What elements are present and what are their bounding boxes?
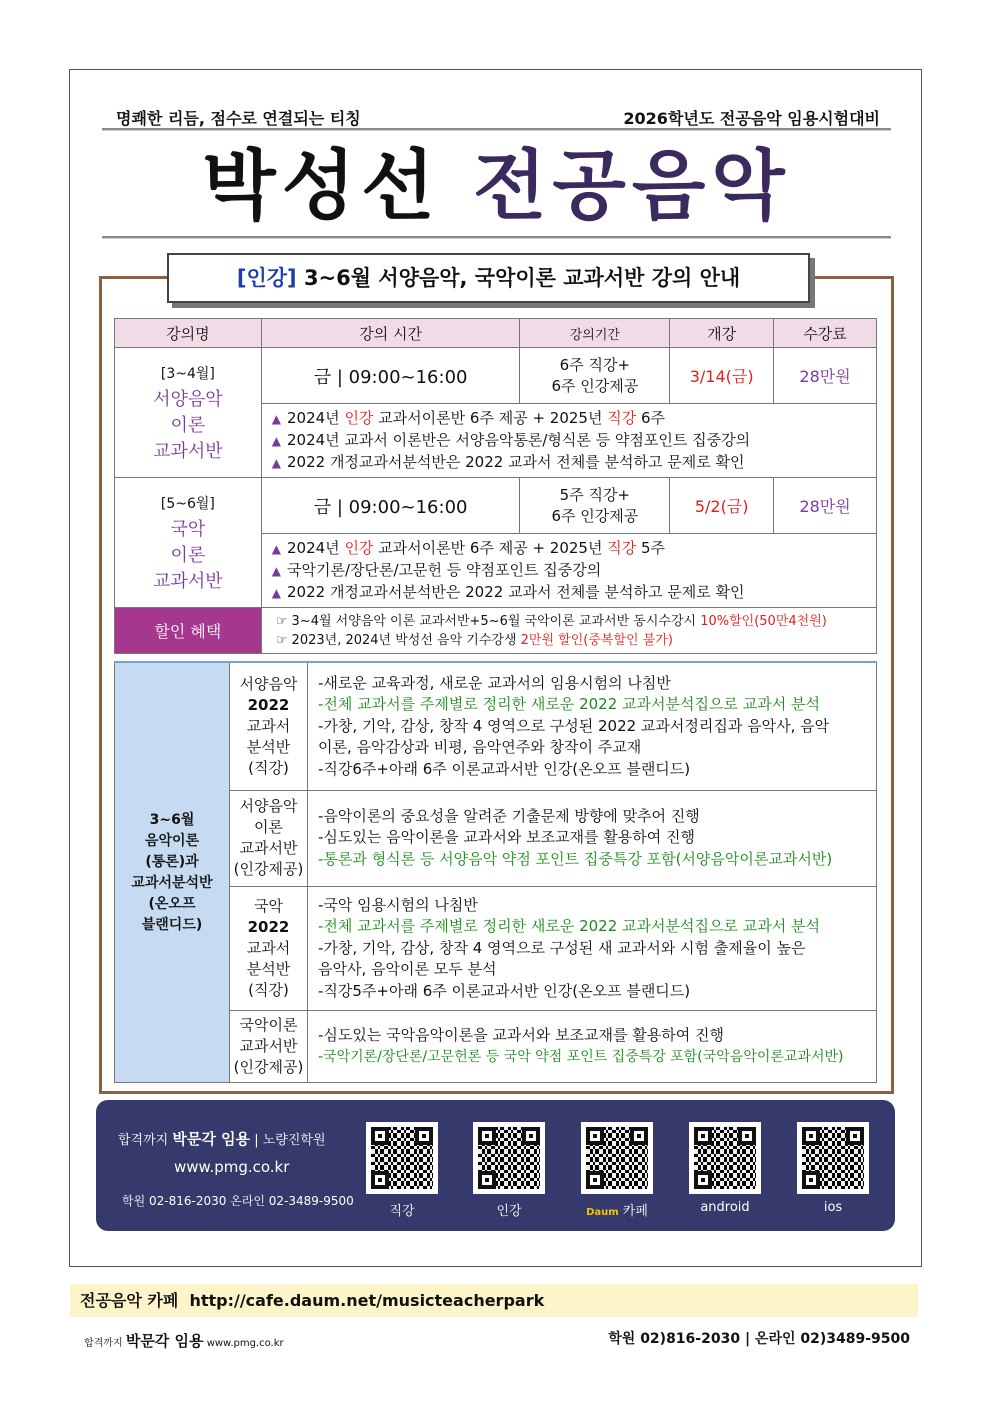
sub-line: 국악이론 — [239, 1016, 298, 1034]
program-sub-label — [230, 1011, 308, 1083]
discount-row — [115, 608, 877, 654]
qr-label: ios — [823, 1200, 843, 1215]
desc-line: -가창, 기악, 감상, 창작 4 영역으로 구성된 2022 교과서정리집과 음악사, 음악 — [318, 716, 830, 735]
banner — [167, 253, 810, 303]
term-line: 6주 인강제공 — [551, 506, 639, 525]
sub-line: 2022 — [247, 695, 290, 714]
course-notes — [261, 534, 876, 608]
qr-code-icon[interactable] — [473, 1122, 545, 1194]
course-fee: 28만원 — [774, 348, 877, 404]
course-name-line: 서양음악 — [153, 388, 223, 410]
bottom-logo — [84, 1330, 284, 1351]
term-line: 6주 직강+ — [559, 355, 631, 374]
side-line: 음악이론 — [144, 832, 200, 849]
sub-line: 교과서반 — [239, 1037, 298, 1055]
sub-line: 서양음악 — [239, 797, 298, 815]
desc-line: -심도있는 음악이론을 교과서와 보조교재를 활용하여 진행 — [318, 828, 696, 847]
header-fee: 수강료 — [774, 319, 877, 348]
program-side-label — [115, 662, 230, 1083]
bottom-url[interactable]: www.pmg.co.kr — [206, 1338, 284, 1349]
discount-line — [276, 631, 876, 650]
program-description — [308, 886, 877, 1011]
bottom-prefix: 합격까지 — [84, 1338, 123, 1349]
desc-line: -새로운 교육과정, 새로운 교과서의 임용시험의 나침반 — [318, 673, 671, 692]
program-row — [115, 1011, 877, 1083]
discount-details — [261, 608, 876, 654]
page-title — [102, 140, 891, 232]
qr-code-icon[interactable] — [366, 1122, 438, 1194]
exam-label: 2026학년도 전공음악 임용시험대비 — [623, 109, 880, 128]
term-line: 6주 인강제공 — [551, 376, 639, 395]
desc-line: 음악사, 음악이론 모두 분석 — [318, 960, 497, 978]
triangle-icon: ▲ — [271, 564, 281, 578]
qr-label: android — [700, 1200, 750, 1215]
sub-line: (직강) — [248, 980, 289, 999]
program-sub-label — [230, 886, 308, 1011]
cafe-url[interactable]: http://cafe.daum.net/musicteacherpark — [189, 1291, 545, 1310]
course-name — [115, 478, 262, 608]
program-description — [308, 1011, 877, 1083]
desc-line-highlight: -전체 교과서를 주제별로 정리한 새로운 2022 교과서분석집으로 교과서 분석 — [318, 695, 820, 713]
desc-line: -음악이론의 중요성을 알려준 기출문제 방향에 맞추어 진행 — [318, 806, 700, 825]
course-name-line: 국악 — [170, 518, 206, 540]
side-line: 3~6월 — [149, 811, 195, 828]
term-line: 5주 직강+ — [559, 485, 631, 504]
note-text: 교과서이론반 6주 제공 + 2025년 — [373, 409, 608, 427]
course-name-line: 이론 — [170, 544, 206, 566]
course-period: [5~6월] — [160, 495, 215, 512]
course-time: 금 | 09:00~16:00 — [261, 348, 520, 404]
footer-brand — [118, 1128, 326, 1149]
top-rule — [102, 128, 891, 131]
cafe-label: 전공음악 카페 — [80, 1291, 179, 1310]
sub-line: (인강제공) — [233, 860, 304, 878]
sub-line: 서양음악 — [239, 674, 298, 693]
sub-line: 교과서 — [246, 716, 291, 735]
desc-line: -가창, 기악, 감상, 창작 4 영역으로 구성된 새 교과서와 시험 출제율이 높은 — [318, 938, 806, 957]
note-text: 2022 개정교과서분석반은 2022 교과서 전체를 분석하고 문제로 확인 — [287, 453, 745, 471]
side-line: (통론)과 — [145, 853, 199, 870]
side-line: 교과서분석반 — [131, 874, 213, 891]
note-text: 2022 개정교과서분석반은 2022 교과서 전체를 분석하고 문제로 확인 — [287, 583, 745, 601]
cafe-bar — [70, 1284, 918, 1317]
course-row — [115, 348, 877, 404]
slogan: 명쾌한 리듬, 점수로 연결되는 티칭 — [116, 109, 361, 128]
title-rule — [102, 236, 891, 239]
desc-line-highlight: -통론과 형식론 등 서양음악 약점 포인트 집중특강 포함(서양음악이론교과서반) — [318, 849, 833, 868]
course-notes — [261, 404, 876, 478]
daum-logo: Daum — [586, 1207, 619, 1218]
note-highlight: 인강 — [344, 539, 374, 557]
desc-line: -심도있는 국악음악이론을 교과서와 보조교재를 활용하여 진행 — [318, 1026, 724, 1044]
course-term — [520, 478, 670, 534]
note-line — [272, 408, 876, 430]
qr-label: 직강 — [389, 1204, 415, 1219]
note-text: 5주 — [636, 539, 666, 557]
discount-text: ☞ 3~4월 서양음악 이론 교과서반+5~6월 국악이론 교과서반 동시수강시 — [275, 613, 701, 629]
desc-line-highlight: -전체 교과서를 주제별로 정리한 새로운 2022 교과서분석집으로 교과서 분석 — [318, 917, 820, 935]
sub-line: 2022 — [247, 917, 290, 936]
title-subject: 전공음악 — [473, 141, 791, 230]
course-name-line: 이론 — [170, 414, 206, 436]
triangle-icon: ▲ — [271, 434, 281, 448]
course-time: 금 | 09:00~16:00 — [261, 478, 520, 534]
note-highlight: 직강 — [607, 539, 637, 557]
course-term — [520, 348, 670, 404]
desc-line: 이론, 음악감상과 비평, 음악연주와 창작이 주교재 — [318, 738, 642, 756]
program-row — [115, 662, 877, 790]
program-row — [115, 790, 877, 886]
banner-tag: [인강] — [236, 266, 297, 290]
sub-line: 교과서반 — [239, 839, 298, 857]
header-term: 강의기간 — [520, 319, 670, 348]
brand-prefix: 합격까지 — [118, 1133, 169, 1148]
course-table — [114, 318, 877, 654]
banner-text: 3~6월 서양음악, 국악이론 교과서반 강의 안내 — [303, 266, 741, 290]
brand-suffix: | 노량진학원 — [254, 1133, 326, 1148]
note-text: 교과서이론반 6주 제공 + 2025년 — [373, 539, 608, 557]
discount-text: ☞ 2023년, 2024년 박성선 음악 기수강생 — [275, 632, 521, 648]
sub-line: 분석반 — [246, 737, 291, 756]
sub-line: 이론 — [254, 818, 283, 836]
program-row — [115, 886, 877, 1011]
course-fee: 28만원 — [774, 478, 877, 534]
bottom-phone: 학원 02)816-2030 | 온라인 02)3489-9500 — [608, 1331, 910, 1347]
footer-url[interactable]: www.pmg.co.kr — [174, 1158, 290, 1176]
program-table — [114, 661, 877, 1083]
course-name — [115, 348, 262, 478]
qr-code-icon[interactable] — [581, 1122, 653, 1194]
triangle-icon: ▲ — [271, 586, 281, 600]
discount-highlight: 10%할인(50만4천원) — [700, 613, 827, 629]
note-text: 2024년 — [287, 539, 345, 557]
note-line — [272, 560, 876, 582]
header-time: 강의 시간 — [261, 319, 520, 348]
desc-line: -국악 임용시험의 나침반 — [318, 895, 478, 914]
course-open-date: 5/2(금) — [670, 478, 774, 534]
header-name: 강의명 — [115, 319, 262, 348]
course-name-line: 교과서반 — [153, 440, 223, 462]
sub-line: (직강) — [248, 758, 289, 777]
note-line — [272, 538, 876, 560]
course-open-date: 3/14(금) — [670, 348, 774, 404]
program-description — [308, 790, 877, 886]
side-line: (온오프 — [148, 895, 196, 912]
course-name-line: 교과서반 — [153, 570, 223, 592]
header-open: 개강 — [670, 319, 774, 348]
triangle-icon: ▲ — [271, 412, 281, 426]
course-table-header — [115, 319, 877, 348]
note-line — [272, 452, 876, 474]
triangle-icon: ▲ — [271, 542, 281, 556]
note-highlight: 인강 — [344, 409, 374, 427]
brand-name: 박문각 임용 — [172, 1130, 251, 1148]
note-line — [272, 430, 876, 452]
program-description — [308, 662, 877, 790]
triangle-icon: ▲ — [271, 456, 281, 470]
sub-line: 국악 — [254, 896, 283, 915]
sub-line: (인강제공) — [233, 1058, 304, 1076]
note-text: 2024년 — [287, 409, 345, 427]
discount-line — [276, 612, 876, 631]
desc-line: -직강5주+아래 6주 이론교과서반 인강(온오프 블랜디드) — [318, 981, 691, 1000]
qr-code-icon[interactable] — [689, 1122, 761, 1194]
course-row — [115, 478, 877, 534]
program-sub-label — [230, 662, 308, 790]
bottom-brand: 박문각 임용 — [125, 1332, 204, 1350]
note-text: 국악기론/장단론/고문헌 등 약점포인트 집중강의 — [287, 561, 602, 579]
title-name: 박성선 — [202, 141, 441, 230]
qr-label-text: 카페 — [622, 1204, 648, 1219]
footer-phone: 학원 02-816-2030 온라인 02-3489-9500 — [122, 1194, 354, 1208]
qr-label: 인강 — [496, 1204, 522, 1219]
contact-footer — [96, 1100, 895, 1231]
course-period: [3~4월] — [160, 365, 215, 382]
note-line — [272, 582, 876, 604]
sub-line: 분석반 — [246, 959, 291, 978]
note-highlight: 직강 — [607, 409, 637, 427]
note-text: 2024년 교과서 이론반은 서양음악통론/형식론 등 약점포인트 집중강의 — [287, 431, 751, 449]
qr-label — [581, 1200, 653, 1219]
note-text: 6주 — [636, 409, 666, 427]
desc-line-highlight: -국악기론/장단론/고문헌론 등 국악 약점 포인트 집중특강 포함(국악음악이론교과서반) — [318, 1048, 844, 1065]
discount-highlight: 2만원 할인(중복할인 불가) — [520, 632, 673, 648]
discount-label: 할인 혜택 — [115, 608, 262, 654]
desc-line: -직강6주+아래 6주 이론교과서반 인강(온오프 블랜디드) — [318, 759, 691, 778]
program-sub-label — [230, 790, 308, 886]
side-line: 블랜디드) — [141, 916, 203, 933]
qr-code-icon[interactable] — [797, 1122, 869, 1194]
sub-line: 교과서 — [246, 938, 291, 957]
